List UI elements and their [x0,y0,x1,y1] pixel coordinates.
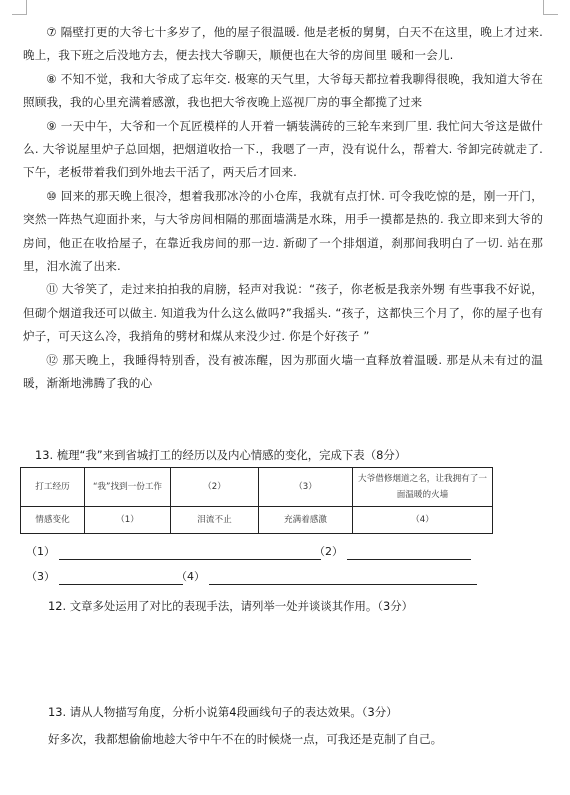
answer-line-3 [26,569,183,585]
page-corner-mark-right [543,0,558,15]
answer-line-2 [314,544,471,560]
paragraph-11: ⑪ 大爷笑了，走过来拍拍我的肩膀，轻声对我说：“孩子，你老板是我亲外甥 有些事我不好说，但砌个烟道我还可以做主. 知道我为什么这么做吗?”我摇头. “孩子，这都快三个月了，你的屋子也有炉子，可天这么冷，我捎角的劈材和煤从来没少过. 你是个好孩子 ” [23,282,543,344]
table-cell: 充满着感激 [259,507,353,534]
question-13-table-prompt: 13. 梳理“我”来到省城打工的经历以及内心情感的变化，完成下表（8分） [35,448,407,462]
answer-blank-2[interactable] [347,547,471,560]
answer-line-4 [176,569,477,585]
paragraph-8: ⑧ 不知不觉，我和大爷成了忘年交. 极寒的天气里，大爷每天都拉着我聊得很晚，我知道大爷在照顾我，我的心里充满着感激，我也把大爷夜晚上巡视厂房的事全都揽了过来 [23,71,543,110]
table-cell-blank: （1） [85,507,171,534]
table-cell: “我”找到一份工作 [85,468,171,507]
table-cell-blank: （2） [171,468,259,507]
table-cell-blank: （4） [353,507,493,534]
story-text [23,21,543,396]
answer-line-1 [26,544,321,560]
table-cell-blank: （3） [259,468,353,507]
question-12-prompt: 12. 文章多处运用了对比的表现手法，请列举一处并谈谈其作用。（3分） [48,599,414,613]
answer-blank-1[interactable] [59,547,321,560]
quoted-sentence: 好多次，我都想偷偷地趁大爷中午不在的时候烧一点，可我还是克制了自己。 [48,732,443,746]
answer-blank-4[interactable] [209,572,477,585]
answer-label-2: （2） [314,545,343,558]
page-corner-mark-left [12,0,27,15]
answer-label-4: （4） [176,570,205,583]
paragraph-9: ⑨ 一天中午，大爷和一个瓦匠模样的人开着一辆装满砖的三轮车来到厂里. 我忙问大爷这是做什么. 大爷说屋里炉子总回烟，把烟道收拾一下.，我嗯了一声，没有说什么，帮着大. 爷卸完砖就走了. 下午，老板带着我们到外地去干活了，两天后才回来. [23,118,543,180]
table-cell-label: 打工经历 [21,468,85,507]
experience-feeling-table [20,467,493,534]
table-cell: 大爷借修烟道之名，让我拥有了一面温暖的火墙 [353,468,493,507]
table-row-experience [21,468,493,507]
answer-label-1: （1） [26,545,55,558]
table-cell-label: 情感变化 [21,507,85,534]
paragraph-12: ⑫ 那天晚上，我睡得特别香，没有被冻醒，因为那面火墙一直释放着温暖. 那是从未有过的温暖，渐渐地沸腾了我的心 [23,352,543,391]
question-13-prompt: 13. 请从人物描写角度，分析小说第4段画线句子的表达效果。（3分） [48,705,398,719]
paragraph-10: ⑩ 回来的那天晚上很冷，想着我那冰冷的小仓库，我就有点打怵. 可令我吃惊的是，刚一开门，突然一阵热气迎面扑来，与大爷房间相隔的那面墙满是水珠，用手一摸都是热的. 我立即来到大爷的房间，他正在收拾屋子，在靠近我房间的那一边. 新砌了一个排烟道，刹那间我明白了一切. 站在那里，泪水流了出来. [23,188,543,274]
paragraph-7: ⑦ 隔壁打更的大爷七十多岁了，他的屋子很温暖. 他是老板的舅舅，白天不在这里，晚上才过来. 晚上，我下班之后没地方去，便去找大爷聊天，顺便也在大爷的房间里 暖和一会儿. [23,25,543,63]
answer-label-3: （3） [26,570,55,583]
table-row-feeling [21,507,493,534]
table-cell: 泪流不止 [171,507,259,534]
answer-blank-3[interactable] [59,572,183,585]
